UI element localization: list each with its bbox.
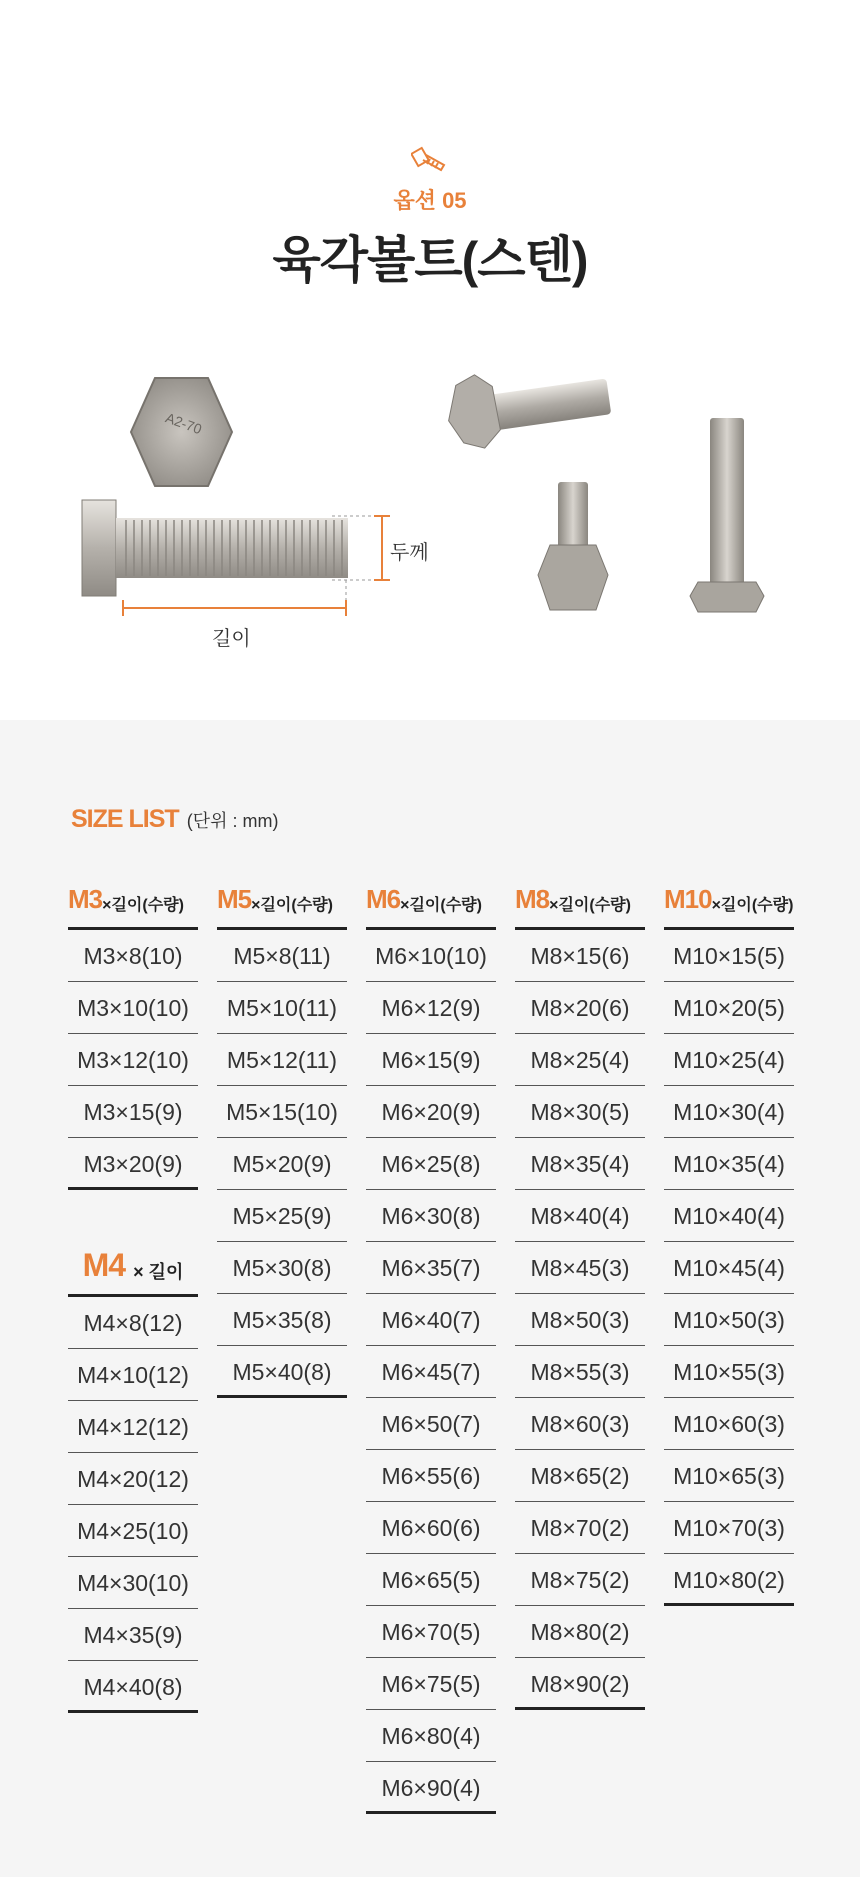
thickness-label: 두께: [390, 542, 429, 564]
column-size-suffix: ×길이(수량): [549, 897, 631, 914]
size-column-m5: [217, 884, 347, 1398]
size-column-m10: [664, 884, 794, 1606]
size-list-item: M3×8(10): [68, 930, 198, 982]
size-list-item: M8×65(2): [515, 1450, 645, 1502]
size-list-item: M4×12(12): [68, 1401, 198, 1453]
size-list-item: M5×35(8): [217, 1294, 347, 1346]
size-column-m4: [68, 1243, 198, 1713]
bolt-shank: [116, 518, 348, 578]
column-header: [664, 884, 794, 930]
column-size-prefix: M8: [515, 884, 550, 914]
size-list-item: M10×45(4): [664, 1242, 794, 1294]
size-list-item: M6×25(8): [366, 1138, 496, 1190]
size-list-item: M3×20(9): [68, 1138, 198, 1190]
size-list-item: M3×15(9): [68, 1086, 198, 1138]
size-list-item: M3×10(10): [68, 982, 198, 1034]
length-label: 길이: [212, 628, 251, 650]
column-size-suffix: ×길이(수량): [400, 897, 482, 914]
size-list-item: M6×12(9): [366, 982, 496, 1034]
size-list-item: M8×70(2): [515, 1502, 645, 1554]
size-list-item: M4×10(12): [68, 1349, 198, 1401]
size-list-item: M8×40(4): [515, 1190, 645, 1242]
column-header: [217, 884, 347, 930]
bolt-icon: [411, 146, 451, 176]
size-list-item: M6×60(6): [366, 1502, 496, 1554]
length-dimension: [123, 600, 346, 616]
size-list-item: M8×80(2): [515, 1606, 645, 1658]
size-list-item: M10×30(4): [664, 1086, 794, 1138]
column-size-prefix: M3: [68, 884, 103, 914]
size-list-title: SIZE LIST: [71, 805, 179, 833]
size-list-item: M8×75(2): [515, 1554, 645, 1606]
size-list-item: M6×20(9): [366, 1086, 496, 1138]
column-header: [68, 1243, 198, 1297]
column-size-prefix: M4: [82, 1247, 126, 1283]
size-list-item: M6×90(4): [366, 1762, 496, 1814]
size-list-item: M10×80(2): [664, 1554, 794, 1606]
bolt-dimension-diagram: [70, 370, 450, 660]
column-size-suffix: ×길이(수량): [102, 897, 184, 914]
size-list: [68, 930, 198, 1190]
size-list-item: M6×45(7): [366, 1346, 496, 1398]
hex-head-top: [131, 378, 232, 486]
size-list: [515, 930, 645, 1710]
bolt-photo-tall: [690, 418, 764, 612]
size-list-item: M6×75(5): [366, 1658, 496, 1710]
bolt-photo-small: [538, 482, 608, 610]
column-header: [366, 884, 496, 930]
size-list-item: M10×60(3): [664, 1398, 794, 1450]
column-header: [68, 884, 198, 930]
size-list-item: M10×40(4): [664, 1190, 794, 1242]
size-list-item: M4×8(12): [68, 1297, 198, 1349]
size-list-item: M10×70(3): [664, 1502, 794, 1554]
size-list-item: M10×20(5): [664, 982, 794, 1034]
bolt-side-head: [82, 500, 116, 596]
size-list-item: M8×20(6): [515, 982, 645, 1034]
thickness-dimension: [374, 516, 390, 580]
hex-marking-text: A2-70: [163, 409, 204, 438]
size-list-item: M10×65(3): [664, 1450, 794, 1502]
size-list-item: M6×70(5): [366, 1606, 496, 1658]
size-list-header: [71, 805, 278, 834]
bolt-photo-angled: [443, 360, 614, 453]
column-size-suffix: × 길이: [133, 1262, 184, 1282]
size-list-item: M4×40(8): [68, 1661, 198, 1713]
size-list-item: M5×40(8): [217, 1346, 347, 1398]
size-list-item: M8×60(3): [515, 1398, 645, 1450]
size-list-item: M8×15(6): [515, 930, 645, 982]
size-list-item: M10×25(4): [664, 1034, 794, 1086]
size-list-item: M6×10(10): [366, 930, 496, 982]
column-header: [515, 884, 645, 930]
size-list-item: M10×50(3): [664, 1294, 794, 1346]
column-size-prefix: M5: [217, 884, 252, 914]
size-list-item: M5×15(10): [217, 1086, 347, 1138]
size-list-item: M4×30(10): [68, 1557, 198, 1609]
size-list-item: M4×25(10): [68, 1505, 198, 1557]
size-column-m3: [68, 884, 198, 1190]
size-list-item: M6×35(7): [366, 1242, 496, 1294]
size-list: [366, 930, 496, 1814]
size-list-item: M5×25(9): [217, 1190, 347, 1242]
size-list-item: M8×90(2): [515, 1658, 645, 1710]
size-list-item: M5×10(11): [217, 982, 347, 1034]
header-section: [0, 0, 860, 720]
column-size-prefix: M6: [366, 884, 401, 914]
bolt-photos: [440, 360, 800, 630]
size-list-item: M10×35(4): [664, 1138, 794, 1190]
size-list-item: M8×45(3): [515, 1242, 645, 1294]
size-list-item: M6×50(7): [366, 1398, 496, 1450]
size-list: [664, 930, 794, 1606]
size-list-item: M5×12(11): [217, 1034, 347, 1086]
size-list-item: M4×35(9): [68, 1609, 198, 1661]
size-list-item: M8×25(4): [515, 1034, 645, 1086]
column-size-prefix: M10: [664, 884, 712, 914]
size-list: [217, 930, 347, 1398]
size-list-item: M4×20(12): [68, 1453, 198, 1505]
size-list-item: M10×15(5): [664, 930, 794, 982]
size-list: [68, 1297, 198, 1713]
size-list-item: M5×8(11): [217, 930, 347, 982]
size-list-item: M6×80(4): [366, 1710, 496, 1762]
size-list-item: M5×30(8): [217, 1242, 347, 1294]
size-list-item: M10×55(3): [664, 1346, 794, 1398]
size-list-item: M6×40(7): [366, 1294, 496, 1346]
size-list-item: M6×15(9): [366, 1034, 496, 1086]
size-list-item: M5×20(9): [217, 1138, 347, 1190]
size-list-item: M6×55(6): [366, 1450, 496, 1502]
size-list-item: M3×12(10): [68, 1034, 198, 1086]
size-list-item: M6×30(8): [366, 1190, 496, 1242]
size-list-unit: (단위 : mm): [186, 811, 279, 831]
column-size-suffix: ×길이(수량): [251, 897, 333, 914]
size-list-item: M8×50(3): [515, 1294, 645, 1346]
size-list-item: M6×65(5): [366, 1554, 496, 1606]
size-list-item: M8×55(3): [515, 1346, 645, 1398]
size-column-m6: [366, 884, 496, 1814]
column-size-suffix: ×길이(수량): [711, 897, 794, 914]
size-list-item: M8×30(5): [515, 1086, 645, 1138]
size-column-m8: [515, 884, 645, 1710]
size-list-item: M8×35(4): [515, 1138, 645, 1190]
page-title: 육각볼트(스텐): [272, 232, 588, 288]
option-label: 옵션 05: [393, 188, 467, 213]
